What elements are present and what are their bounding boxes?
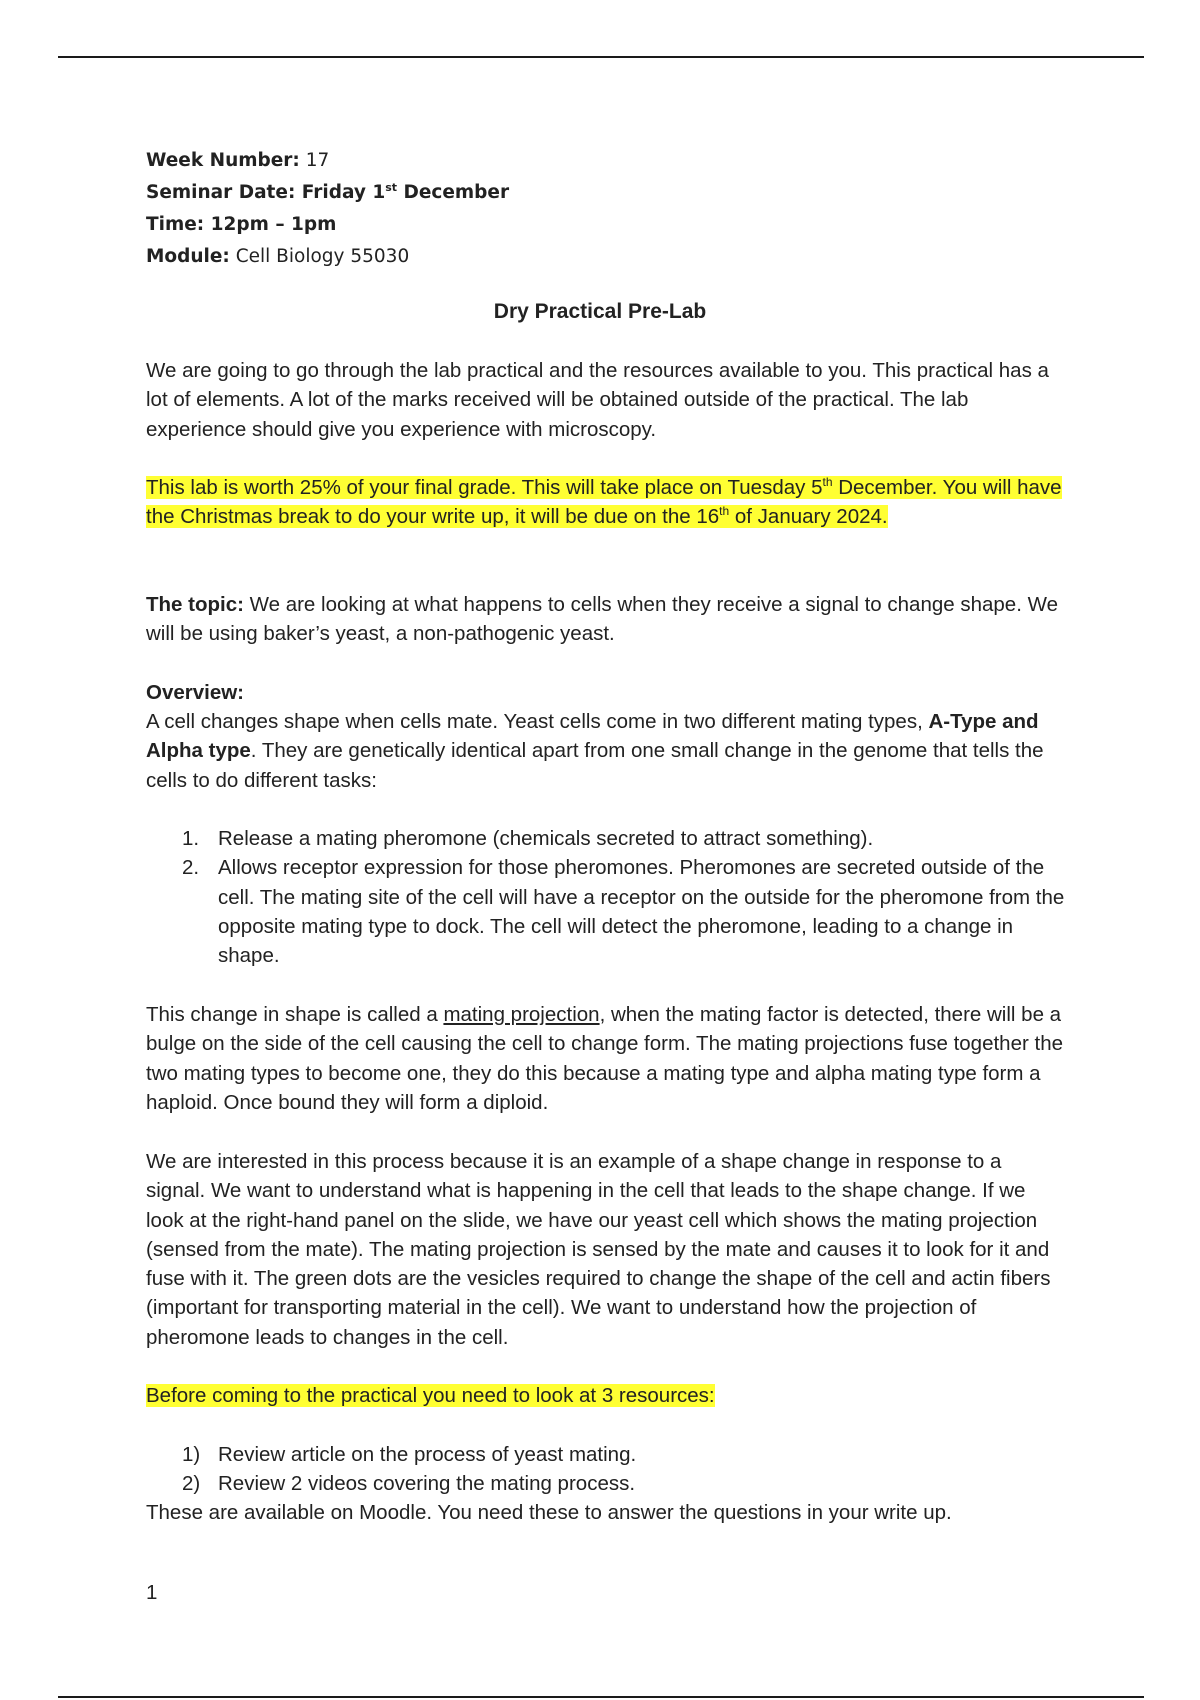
seminar-date-line: Seminar Date: Friday 1st December: [146, 180, 510, 203]
overview-paragraph: A cell changes shape when cells mate. Yeast cells come in two different mating types, A-Type and Alpha type. They are genetically identical apart from one small change in the genome that tells the cells to do different tasks:: [146, 710, 1044, 792]
highlighted-text: This lab is worth 25% of your final grade. This will take place on Tuesday 5th December. You will have the Christmas break to do your write up, it will be due on the 16th of January 2024.: [146, 475, 1062, 529]
projection-paragraph: This change in shape is called a mating projection, when the mating factor is detected, there will be a bulge on the side of the cell causing the cell to change form. The mating projections fuse together the two mating types to become one, they do this because a mating type and alpha mating type form a haploid. Once bound they will form a diploid.: [146, 1003, 1063, 1114]
mating-projection-term: mating projection: [443, 1003, 600, 1026]
list-item: 1) Review article on the process of yeast mating.: [182, 1443, 637, 1466]
topic-paragraph: The topic: We are looking at what happens to cells when they receive a signal to change shape. We will be using baker’s yeast, a non-pathogenic yeast.: [146, 593, 1058, 646]
moodle-paragraph: These are available on Moodle. You need these to answer the questions in your write up.: [146, 1501, 952, 1524]
time-line: Time: 12pm – 1pm: [146, 214, 337, 235]
list-item: 2. Allows receptor expression for those pheromones. Pheromones are secreted outside of the cell. The mating site of the cell will have a receptor on the outside for the pheromone from the opposite mating type to dock. The cell will detect the pheromone, leading to a change in shape.: [182, 856, 1065, 968]
header-block: [146, 145, 509, 273]
list-item: 2) Review 2 videos covering the mating process.: [182, 1472, 636, 1496]
page-title: Dry Practical Pre-Lab: [493, 300, 707, 323]
intro-paragraph: We are going to go through the lab practical and the resources available to you. This practical has a lot of elements. A lot of the marks received will be obtained outside of the practical. The lab experience should give you experience with microscopy.: [146, 359, 1049, 441]
top-rule: [58, 56, 1144, 58]
week-number-line: Week Number: 17: [146, 150, 330, 171]
bottom-rule: [58, 1696, 1144, 1698]
interest-paragraph: We are interested in this process because it is an example of a shape change in response to a signal. We want to understand what is happening in the cell that leads to the shape change. If we look at the right-hand panel on the slide, we have our yeast cell which shows the mating projection (sensed from the mate). The mating projection is sensed by the mate and causes it to look for it and fuse with it. The green dots are the vesicles required to change the shape of the cell and actin fibers (important for transporting material in the cell). We want to understand how the projection of pheromone leads to changes in the cell.: [146, 1150, 1051, 1349]
task-list: [146, 824, 1066, 970]
resources-list: [146, 1440, 1066, 1499]
grade-highlight-paragraph: [146, 473, 1066, 532]
topic-label: The topic:: [146, 593, 244, 616]
page-number: 1: [146, 1581, 158, 1604]
list-item: 1. Release a mating pheromone (chemicals secreted to attract something).: [182, 827, 874, 850]
overview-heading: Overview:: [146, 681, 244, 704]
resources-highlight: Before coming to the practical you need to look at 3 resources:: [146, 1384, 715, 1407]
module-line: Module: Cell Biology 55030: [146, 246, 410, 267]
